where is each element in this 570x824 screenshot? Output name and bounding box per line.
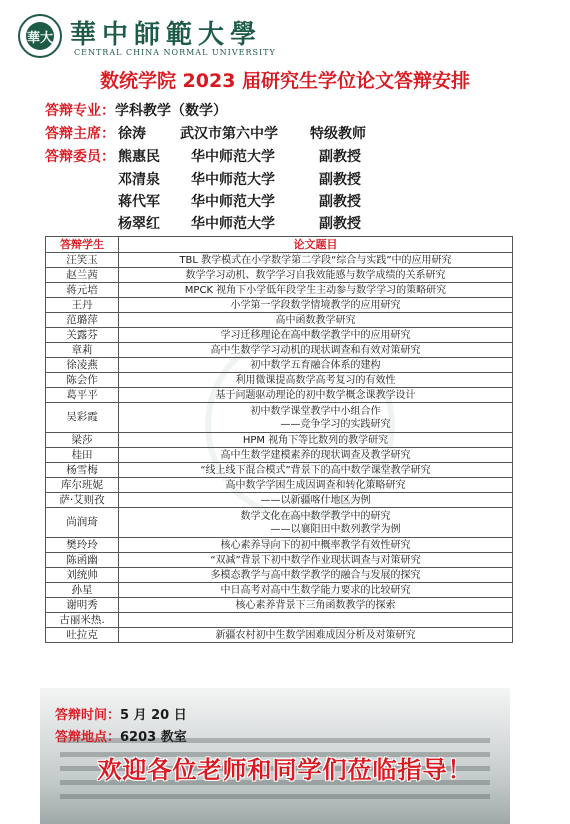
thesis-topic [119, 568, 513, 583]
student-name: 古丽米热. [46, 613, 119, 628]
thesis-topic [119, 598, 513, 613]
thesis-topic [119, 403, 513, 433]
thesis-topic [119, 553, 513, 568]
table-row [46, 268, 513, 283]
defense-time-line [55, 704, 187, 723]
thesis-topic-line: 基于问题驱动理论的初中数学概念课教学设计 [215, 389, 416, 401]
student-name: 汪笑玉 [46, 253, 119, 268]
student-name: 陈会作 [46, 373, 119, 388]
thesis-topic [119, 343, 513, 358]
student-name: 吴彩霞 [46, 403, 119, 433]
table-row [46, 598, 513, 613]
thesis-topic [119, 478, 513, 493]
thesis-topic-line: 高中数学学困生成因调查和转化策略研究 [225, 479, 406, 491]
table-row [46, 508, 513, 538]
thesis-topic-line: 小学第一学段数学情境教学的应用研究 [230, 299, 401, 311]
student-name: 库尔班妮 [46, 478, 119, 493]
thesis-topic [119, 613, 513, 628]
university-logo [18, 14, 318, 60]
place-label: 答辩地点： [55, 730, 121, 745]
time-label: 答辩时间： [55, 708, 121, 723]
table-row [46, 313, 513, 328]
thesis-topic-line: 利用微课提高数学高考复习的有效性 [235, 374, 396, 386]
thesis-topic [119, 433, 513, 448]
committee-label: 答辩委员： [45, 149, 115, 165]
major-label: 答辩专业： [45, 103, 115, 119]
thesis-topic-line: 数学文化在高中数学教学中的研究 [240, 510, 391, 522]
thesis-topic [119, 313, 513, 328]
committee-member-org: 华中师范大学 [191, 216, 275, 232]
chair-org: 武汉市第六中学 [180, 126, 278, 142]
major-line [45, 100, 227, 120]
committee-member-org: 华中师范大学 [191, 172, 275, 188]
thesis-topic-line: ——以襄阳田中数列教学为例 [270, 523, 401, 535]
table-row [46, 628, 513, 643]
table-row [46, 478, 513, 493]
thesis-topic [119, 373, 513, 388]
table-row [46, 448, 513, 463]
committee-member-rank: 副教授 [319, 194, 361, 210]
table-row [46, 613, 513, 628]
table-row [46, 433, 513, 448]
thesis-topic [119, 628, 513, 643]
chair-label: 答辩主席： [45, 126, 115, 142]
table-row [46, 343, 513, 358]
thesis-topic-line: 中日高考对高中生数学能力要求的比较研究 [220, 584, 411, 596]
chair-line [45, 123, 366, 143]
thesis-topic-line: 学习迁移理论在高中数学教学中的应用研究 [220, 329, 411, 341]
committee-member-rank: 副教授 [319, 216, 361, 232]
student-name: 范璐萍 [46, 313, 119, 328]
student-name: 桂田 [46, 448, 119, 463]
time-value: 5 月 20 日 [120, 708, 187, 723]
thesis-topic-line: 初中数学课堂教学中小组合作 [250, 405, 381, 417]
place-value: 6203 教室 [120, 730, 187, 745]
student-name: 赵兰茜 [46, 268, 119, 283]
thesis-table [45, 236, 513, 643]
thesis-topic-line: HPM 视角下等比数列的教学研究 [242, 434, 389, 446]
thesis-topic [119, 463, 513, 478]
thesis-topic [119, 583, 513, 598]
committee-member-name: 熊惠民 [118, 149, 160, 165]
thesis-topic-line: 高中生数学学习动机的现状调查和有效对策研究 [210, 344, 421, 356]
table-header-row [46, 237, 513, 253]
seal-text: 華大 [26, 22, 54, 50]
committee-line-2 [45, 169, 361, 189]
thesis-topic-line: 数学学习动机、数学学习自我效能感与数学成绩的关系研究 [185, 269, 446, 281]
table-row [46, 493, 513, 508]
committee-member-rank: 副教授 [319, 172, 361, 188]
thesis-topic-line: 高中生数学建模素养的现状调查及教学研究 [220, 449, 411, 461]
thesis-topic-line: ——以新疆喀什地区为例 [260, 494, 371, 506]
thesis-topic-line: 核心素养导向下的初中概率教学有效性研究 [220, 539, 411, 551]
table-row [46, 553, 513, 568]
university-name-en: CENTRAL CHINA NORMAL UNIVERSITY [74, 48, 276, 57]
table-row [46, 463, 513, 478]
student-name: 关露芬 [46, 328, 119, 343]
student-name: 萨·艾则孜 [46, 493, 119, 508]
committee-member-name: 蒋代军 [118, 194, 160, 210]
table-row [46, 583, 513, 598]
thesis-topic-line: 高中函数教学研究 [275, 314, 356, 326]
header-student: 答辩学生 [46, 237, 119, 253]
page-title: 数统学院 2023 届研究生学位论文答辩安排 [99, 70, 471, 92]
committee-member-rank: 副教授 [319, 149, 361, 165]
student-name: 王丹 [46, 298, 119, 313]
thesis-topic-line: TBL 教学模式在小学数学第二学段“综合与实践”中的应用研究 [179, 254, 452, 266]
thesis-topic-line: 新疆农村初中生数学困难成因分析及对策研究 [215, 629, 416, 641]
table-row [46, 568, 513, 583]
student-name: 吐拉克 [46, 628, 119, 643]
thesis-topic-line: 多模态教学与高中数学教学的融合与发展的探究 [210, 569, 421, 581]
defense-place-line [55, 726, 187, 745]
thesis-topic-line: MPCK 视角下小学低年段学生主动参与数学学习的策略研究 [184, 284, 447, 296]
student-name: 樊玲玲 [46, 538, 119, 553]
table-row [46, 538, 513, 553]
university-seal-icon [18, 14, 62, 58]
thesis-topic [119, 283, 513, 298]
major-value: 学科教学（数学） [115, 103, 227, 119]
thesis-topic-line: “双减”背景下初中数学作业现状调查与对策研究 [210, 554, 421, 566]
table-row [46, 328, 513, 343]
student-name: 孙星 [46, 583, 119, 598]
table-row [46, 373, 513, 388]
thesis-topic [119, 388, 513, 403]
student-name: 梁莎 [46, 433, 119, 448]
student-name: 陈函幽 [46, 553, 119, 568]
table-row [46, 298, 513, 313]
thesis-topic-line: 核心素养背景下三角函数教学的探索 [235, 599, 396, 611]
committee-line-1 [45, 146, 361, 166]
thesis-topic-line: 初中数学五育融合体系的建构 [250, 359, 381, 371]
thesis-topic [119, 268, 513, 283]
table-row [46, 388, 513, 403]
thesis-topic [119, 493, 513, 508]
header-topic: 论文题目 [119, 237, 513, 253]
thesis-topic [119, 448, 513, 463]
thesis-topic-line: ——竞争学习的实践研究 [280, 418, 391, 430]
committee-line-3 [45, 191, 361, 211]
table-row [46, 283, 513, 298]
student-name: 蒋元培 [46, 283, 119, 298]
student-name: 谢明秀 [46, 598, 119, 613]
table-row [46, 358, 513, 373]
thesis-topic [119, 298, 513, 313]
student-name: 刘统帅 [46, 568, 119, 583]
committee-member-name: 杨翠红 [118, 216, 160, 232]
welcome-banner: 欢迎各位老师和同学们莅临指导！ [97, 756, 473, 784]
committee-line-4 [45, 213, 361, 233]
table-row [46, 253, 513, 268]
thesis-topic [119, 253, 513, 268]
thesis-topic [119, 538, 513, 553]
thesis-topic [119, 358, 513, 373]
student-name: 章莉 [46, 343, 119, 358]
thesis-topic-line: “线上线下混合模式”背景下的高中数学课堂教学研究 [200, 464, 431, 476]
university-name-cn: 華中師範大學 [70, 20, 263, 50]
committee-member-org: 华中师范大学 [191, 194, 275, 210]
chair-rank: 特级教师 [310, 126, 366, 142]
student-name: 徐凌燕 [46, 358, 119, 373]
student-name: 尚润琦 [46, 508, 119, 538]
student-name: 杨雪梅 [46, 463, 119, 478]
student-name: 葛平平 [46, 388, 119, 403]
chair-name: 徐涛 [118, 126, 146, 142]
table-row [46, 403, 513, 433]
committee-member-name: 邓清泉 [118, 172, 160, 188]
thesis-topic [119, 328, 513, 343]
committee-member-org: 华中师范大学 [191, 149, 275, 165]
thesis-topic [119, 508, 513, 538]
